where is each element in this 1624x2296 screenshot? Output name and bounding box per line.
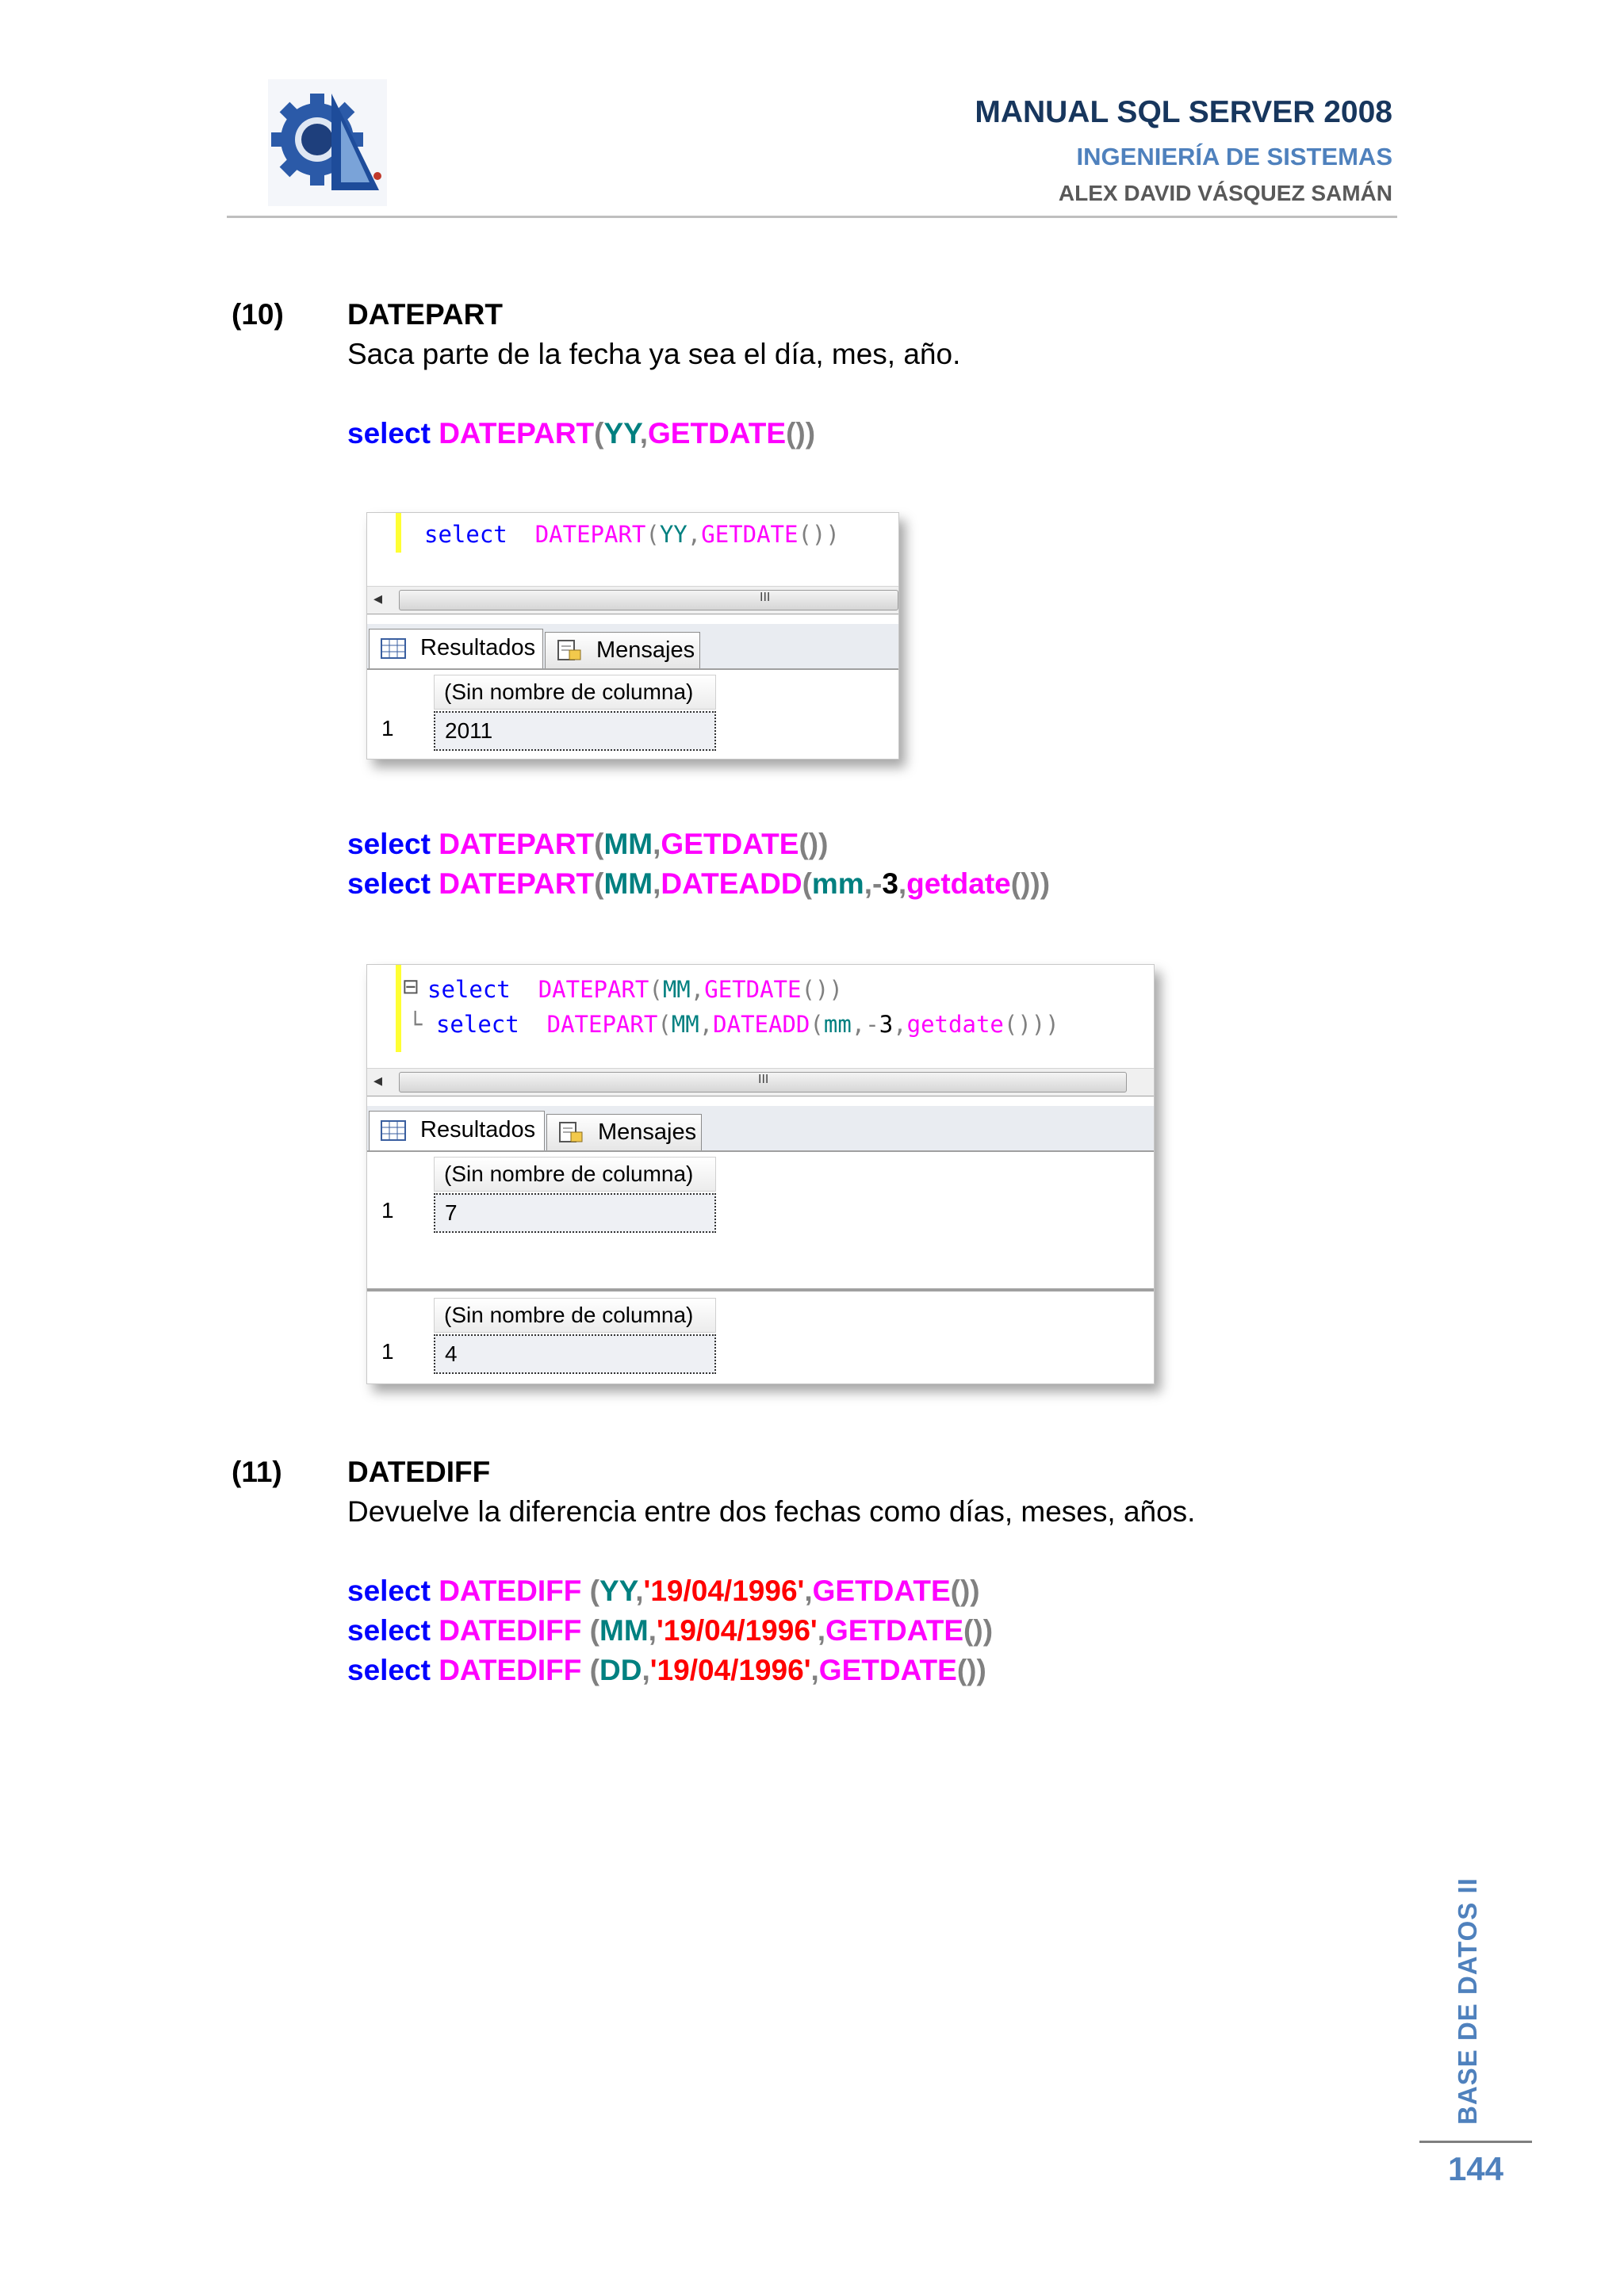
change-indicator xyxy=(396,513,401,553)
university-logo xyxy=(268,79,387,206)
ssms-screenshot xyxy=(366,512,899,760)
query-editor-line[interactable]: └ select DATEPART(MM,DATEADD(mm,-3,getdate())) xyxy=(408,1011,1059,1038)
results-grid xyxy=(367,1293,1154,1383)
change-indicator xyxy=(396,965,401,1052)
column-header[interactable]: (Sin nombre de columna) xyxy=(434,1157,716,1192)
header-divider xyxy=(227,216,1397,218)
tab-mensajes[interactable]: Mensajes xyxy=(545,632,700,668)
query-editor-line[interactable]: select DATEPART(MM,GETDATE()) xyxy=(427,976,843,1003)
tab-resultados[interactable]: Resultados xyxy=(369,1111,545,1150)
thumb-grip-icon: III xyxy=(760,591,771,604)
grid-icon xyxy=(381,1119,406,1142)
query-editor-line[interactable]: select DATEPART(YY,GETDATE()) xyxy=(424,521,840,548)
scroll-left-arrow-icon[interactable]: ◂ xyxy=(373,1070,383,1090)
ssms-screenshot xyxy=(366,964,1155,1384)
result-cell[interactable]: 2011 xyxy=(434,711,716,751)
code-line: select DATEPART(YY,GETDATE()) xyxy=(347,417,816,450)
results-tab-strip xyxy=(367,1106,1154,1152)
author-name: ALEX DAVID VÁSQUEZ SAMÁN xyxy=(1058,181,1392,205)
scroll-left-arrow-icon[interactable]: ◂ xyxy=(373,588,383,608)
column-header[interactable]: (Sin nombre de columna) xyxy=(434,675,716,710)
scrollbar-thumb[interactable] xyxy=(399,590,898,610)
section-heading: DATEPART xyxy=(347,298,503,331)
result-cell[interactable]: 7 xyxy=(434,1193,716,1233)
section-heading: DATEDIFF xyxy=(347,1456,491,1488)
code-line: select DATEDIFF (DD,'19/04/1996',GETDATE()) xyxy=(347,1654,986,1686)
section-number: (11) xyxy=(232,1456,282,1488)
horizontal-scrollbar[interactable] xyxy=(367,1068,1154,1096)
section-description: Devuelve la diferencia entre dos fechas como días, meses, años. xyxy=(347,1495,1196,1528)
scrollbar-thumb[interactable] xyxy=(399,1072,1127,1093)
results-tab-strip xyxy=(367,624,898,670)
messages-icon xyxy=(557,639,582,661)
tab-resultados[interactable]: Resultados xyxy=(369,629,543,668)
collapse-icon[interactable]: ⊟ xyxy=(402,974,419,998)
footer-divider xyxy=(1419,2141,1532,2143)
column-header[interactable]: (Sin nombre de columna) xyxy=(434,1298,716,1333)
code-line: select DATEPART(MM,DATEADD(mm,-3,getdate())) xyxy=(347,867,1051,900)
horizontal-scrollbar[interactable] xyxy=(367,586,898,614)
row-number: 1 xyxy=(381,1198,394,1223)
code-line: select DATEPART(MM,GETDATE()) xyxy=(347,828,829,860)
code-line: select DATEDIFF (YY,'19/04/1996',GETDATE()) xyxy=(347,1575,980,1607)
career-subtitle: INGENIERÍA DE SISTEMAS xyxy=(1076,143,1392,170)
section-number: (10) xyxy=(232,298,284,331)
results-grid xyxy=(367,670,898,759)
grid-icon xyxy=(381,637,406,660)
page-number: 144 xyxy=(1447,2150,1504,2187)
grid-separator[interactable] xyxy=(367,1288,1154,1292)
tab-mensajes[interactable]: Mensajes xyxy=(546,1114,702,1150)
gear-emblem-icon xyxy=(268,79,387,206)
row-number: 1 xyxy=(381,1339,394,1364)
results-grid xyxy=(367,1152,1154,1279)
section-description: Saca parte de la fecha ya sea el día, mes, año. xyxy=(347,338,961,370)
code-line: select DATEDIFF (MM,'19/04/1996',GETDATE()) xyxy=(347,1614,994,1647)
course-side-label: BASE DE DATOS II xyxy=(1453,1877,1482,2125)
row-number: 1 xyxy=(381,716,394,740)
manual-title: MANUAL SQL SERVER 2008 xyxy=(975,95,1392,129)
messages-icon xyxy=(558,1121,584,1143)
thumb-grip-icon: III xyxy=(758,1073,769,1086)
result-cell[interactable]: 4 xyxy=(434,1334,716,1374)
